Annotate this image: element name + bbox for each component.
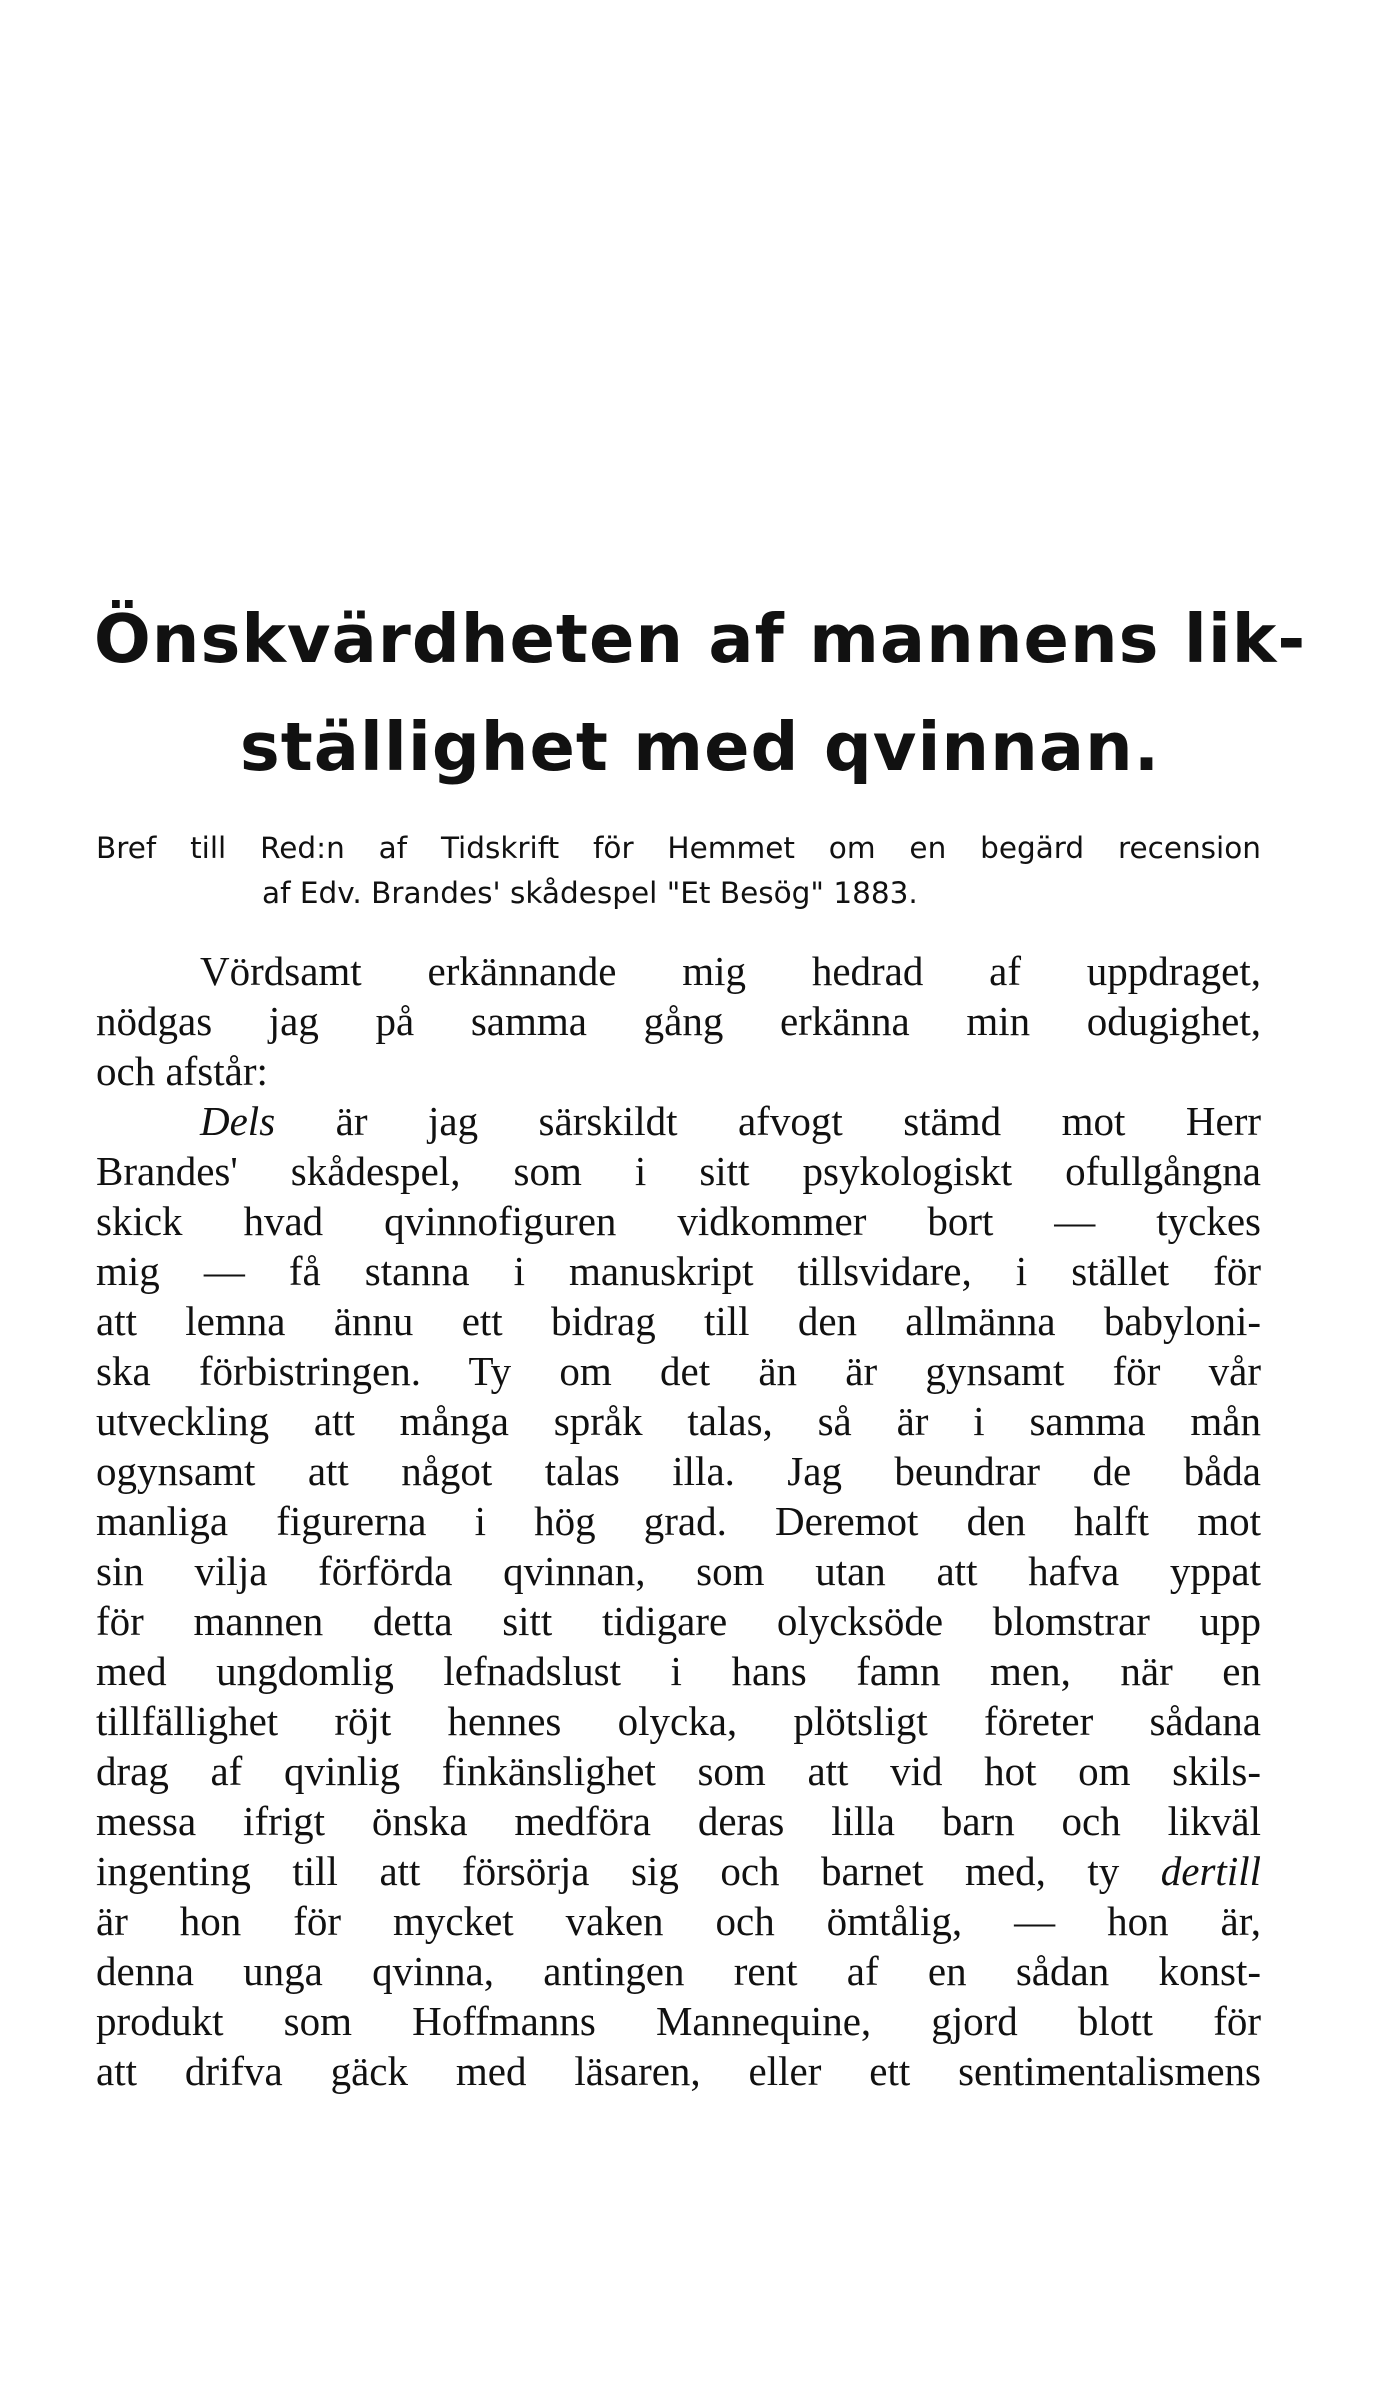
text-line: Brandes' skådespel, som i sitt psykologiskt ofullgångna bbox=[96, 1148, 1261, 1194]
text-line: denna unga qvinna, antingen rent af en sådan konst- bbox=[96, 1948, 1261, 1994]
text-line bbox=[96, 1846, 1261, 1896]
text-line bbox=[96, 1096, 1261, 1146]
article-title bbox=[0, 585, 1400, 801]
text-line: messa ifrigt önska medföra deras lilla barn och likväl bbox=[96, 1798, 1261, 1844]
text-line: är hon för mycket vaken och ömtålig, — hon är, bbox=[96, 1898, 1261, 1944]
text-line: produkt som Hoffmanns Mannequine, gjord blott för bbox=[96, 1998, 1261, 2044]
text-line-start: ingenting till att försörja sig och barnet med, ty bbox=[96, 1848, 1120, 1894]
text-line: ska förbistringen. Ty om det än är gynsamt för vår bbox=[96, 1348, 1261, 1394]
subtitle-line-1: Bref till Red:n af Tidskrift för Hemmet om en begärd recension bbox=[96, 831, 1261, 865]
text-line: Vördsamt erkännande mig hedrad af uppdraget, bbox=[200, 948, 1261, 994]
text-line: att drifva gäck med läsaren, eller ett sentimentalismens bbox=[96, 2048, 1261, 2094]
body-text bbox=[96, 946, 1261, 2096]
text-line: utveckling att många språk talas, så är i samma mån bbox=[96, 1398, 1261, 1444]
text-line: för mannen detta sitt tidigare olycksöde blomstrar upp bbox=[96, 1598, 1261, 1644]
text-line: manliga figurerna i hög grad. Deremot den halft mot bbox=[96, 1498, 1261, 1544]
subtitle-line-2: af Edv. Brandes' skådespel "Et Besög" 1883. bbox=[262, 876, 918, 910]
text-line: drag af qvinlig finkänslighet som att vid hot om skils- bbox=[96, 1748, 1261, 1794]
text-line-rest: är jag särskildt afvogt stämd mot Herr bbox=[335, 1098, 1261, 1144]
text-line: nödgas jag på samma gång erkänna min odugighet, bbox=[96, 998, 1261, 1044]
title-line-1: Önskvärdheten af mannens lik- bbox=[93, 600, 1307, 678]
article-subtitle bbox=[96, 826, 1261, 916]
text-line: sin vilja förförda qvinnan, som utan att hafva yppat bbox=[96, 1548, 1261, 1594]
text-line: skick hvad qvinnofiguren vidkommer bort — tyckes bbox=[96, 1198, 1261, 1244]
emphasis-dels: Dels bbox=[200, 1098, 276, 1144]
emphasis-dertill: dertill bbox=[1160, 1848, 1261, 1894]
text-line: med ungdomlig lefnadslust i hans famn men, när en bbox=[96, 1648, 1261, 1694]
text-line: tillfällighet röjt hennes olycka, plötsligt företer sådana bbox=[96, 1698, 1261, 1744]
title-line-2: ställighet med qvinnan. bbox=[239, 708, 1161, 786]
text-line: ogynsamt att något talas illa. Jag beundrar de båda bbox=[96, 1448, 1261, 1494]
text-line: mig — få stanna i manuskript tillsvidare, i stället för bbox=[96, 1248, 1261, 1294]
text-line: att lemna ännu ett bidrag till den allmänna babyloni- bbox=[96, 1298, 1261, 1344]
text-line: och afstår: bbox=[96, 1048, 268, 1094]
